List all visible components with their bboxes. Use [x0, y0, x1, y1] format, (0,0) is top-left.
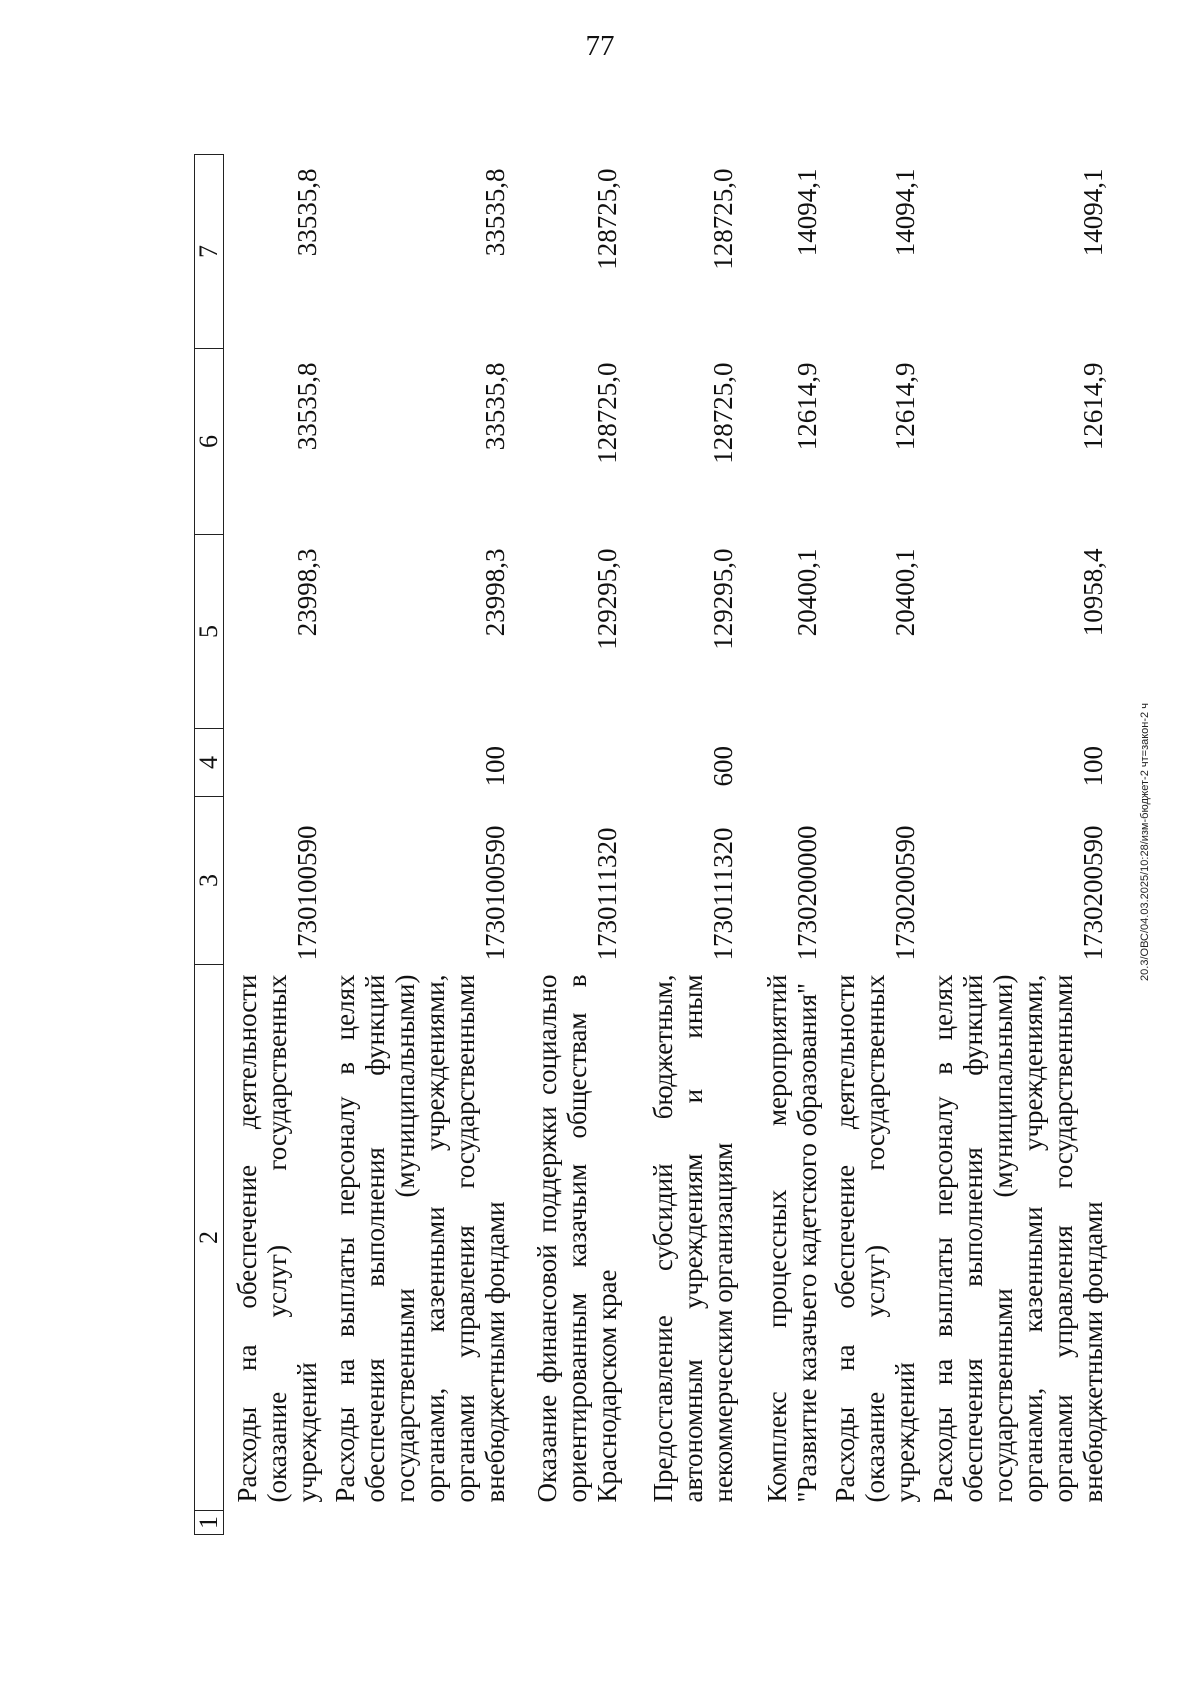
header-col-6: 6 — [195, 349, 224, 535]
row-value-5: 129295,0 — [592, 548, 622, 650]
table-row — [822, 155, 920, 1535]
row-value-6: 12614,9 — [890, 362, 920, 451]
row-value-7: 14094,1 — [1078, 168, 1108, 257]
cell-col1 — [920, 1511, 1108, 1535]
row-value-5: 10958,4 — [1078, 548, 1108, 637]
row-value-5: 129295,0 — [708, 548, 738, 650]
document-footer-code: 20.3/ОВС/04.03.2025/10:28/изм-бюджет-2 чт=закон-2 ч — [1139, 703, 1151, 981]
row-value-7: 128725,0 — [592, 168, 622, 270]
row-type — [510, 729, 622, 797]
cell-col1 — [322, 1511, 510, 1535]
row-value-6: 12614,9 — [792, 362, 822, 451]
header-col-4: 4 — [195, 729, 224, 797]
row-description: Предоставление субсидий бюджетным, автономным учреждениям и иным некоммерческим организациям — [648, 974, 738, 1503]
row-value-6: 33535,8 — [292, 362, 322, 451]
row-description: Расходы на выплаты персоналу в целях обеспечения выполнения функций государственными (муниципальными) органами, казенными учреждениями, органами управления государственными внебюджетными фондами — [330, 974, 510, 1503]
row-value-5: 23998,3 — [480, 548, 510, 637]
table-row — [322, 155, 510, 1535]
table-body — [224, 155, 1109, 1535]
row-code: 1730100590 — [480, 825, 510, 961]
row-type: 100 — [480, 746, 510, 787]
cell-col1 — [510, 1511, 622, 1535]
row-value-5: 20400,1 — [890, 548, 920, 637]
table-row — [224, 155, 323, 1535]
header-col-1: 1 — [195, 1511, 224, 1535]
table-row — [510, 155, 622, 1535]
row-value-6: 128725,0 — [592, 362, 622, 464]
budget-table-rotated — [194, 155, 1108, 1535]
header-col-3: 3 — [195, 797, 224, 965]
row-description: Оказание финансовой поддержки социально ориентированным казачьим обществам в Краснодарском крае — [532, 974, 622, 1503]
table-row — [920, 155, 1108, 1535]
row-code: 1730200000 — [792, 825, 822, 961]
row-value-6: 128725,0 — [708, 362, 738, 464]
row-description: Расходы на обеспечение деятельности (оказание услуг) государственных учреждений — [232, 974, 322, 1503]
row-type: 600 — [708, 746, 738, 787]
row-code: 1730200590 — [890, 825, 920, 961]
row-value-7: 14094,1 — [792, 168, 822, 257]
cell-col1 — [224, 1511, 323, 1535]
header-col-5: 5 — [195, 535, 224, 729]
row-value-7: 33535,8 — [292, 168, 322, 257]
row-type — [224, 729, 323, 797]
cell-col1 — [822, 1511, 920, 1535]
row-value-7: 33535,8 — [480, 168, 510, 257]
row-type — [822, 729, 920, 797]
row-description: Комплекс процессных мероприятий "Развитие казачьего кадетского образования" — [762, 974, 822, 1503]
row-description: Расходы на выплаты персоналу в целях обеспечения выполнения функций государственными (муниципальными) органами, казенными учреждениями, органами управления государственными внебюджетными фондами — [928, 974, 1108, 1503]
row-type: 100 — [1078, 746, 1108, 787]
row-value-6: 12614,9 — [1078, 362, 1108, 451]
table-row — [622, 155, 738, 1535]
header-col-2: 2 — [195, 965, 224, 1511]
row-value-6: 33535,8 — [480, 362, 510, 451]
row-description: Расходы на обеспечение деятельности (оказание услуг) государственных учреждений — [830, 974, 920, 1503]
row-code: 1730100590 — [292, 825, 322, 961]
row-code: 1730200590 — [1078, 825, 1108, 961]
page-number: 77 — [585, 30, 615, 62]
header-col-7: 7 — [195, 155, 224, 349]
cell-col1 — [622, 1511, 738, 1535]
row-value-7: 128725,0 — [708, 168, 738, 270]
row-code: 1730111320 — [592, 827, 622, 961]
table-header — [195, 155, 224, 1535]
budget-table — [194, 154, 1108, 1535]
row-type — [738, 729, 822, 797]
cell-col1 — [738, 1511, 822, 1535]
header-row — [195, 155, 224, 1535]
table-row — [738, 155, 822, 1535]
row-value-7: 14094,1 — [890, 168, 920, 257]
row-value-5: 23998,3 — [292, 548, 322, 637]
row-value-5: 20400,1 — [792, 548, 822, 637]
row-code: 1730111320 — [708, 827, 738, 961]
